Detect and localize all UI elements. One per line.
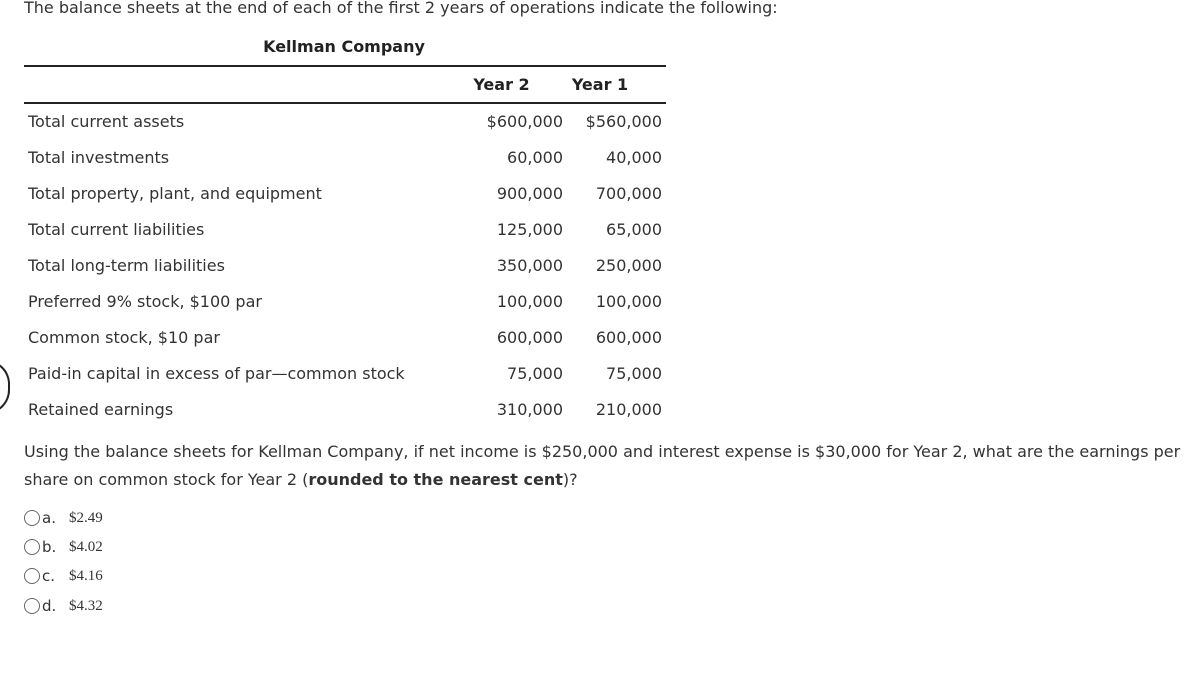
- choice-letter: d.: [42, 597, 57, 615]
- row-label: Common stock, $10 par: [28, 328, 220, 347]
- choice-text: $4.16: [69, 568, 103, 584]
- row-label: Total investments: [28, 148, 170, 167]
- year1-value: 250,000: [595, 256, 662, 275]
- row-label: Retained earnings: [28, 400, 174, 419]
- year2-value: 900,000: [496, 184, 563, 203]
- table-row: [0, 328, 700, 348]
- year1-value: 700,000: [595, 184, 662, 203]
- table-row: [0, 256, 700, 276]
- year1-value: 40,000: [606, 148, 662, 167]
- choice-text: $4.02: [69, 539, 103, 555]
- year1-value: 65,000: [606, 220, 662, 239]
- table-row: [0, 112, 700, 132]
- row-label: Paid-in capital in excess of par—common stock: [28, 364, 405, 383]
- table-row: [0, 364, 700, 384]
- table-top-rule: [24, 65, 666, 67]
- intro-text: The balance sheets at the end of each of the first 2 years of operations indicate the following:: [24, 0, 778, 17]
- radio-button[interactable]: [24, 510, 40, 526]
- row-label: Preferred 9% stock, $100 par: [28, 292, 262, 311]
- row-label: Total property, plant, and equipment: [28, 184, 322, 203]
- year2-value: 100,000: [496, 292, 563, 311]
- choice-letter: c.: [42, 567, 56, 585]
- year1-value: $560,000: [585, 112, 662, 131]
- company-title: Kellman Company: [263, 37, 425, 56]
- radio-button[interactable]: [24, 598, 40, 614]
- choice-text: $4.32: [69, 598, 103, 614]
- year2-value: $600,000: [486, 112, 563, 131]
- table-row: [0, 292, 700, 312]
- table-row: [0, 148, 700, 168]
- radio-button[interactable]: [24, 568, 40, 584]
- year1-value: 100,000: [595, 292, 662, 311]
- year2-value: 60,000: [507, 148, 563, 167]
- choice-letter: b.: [42, 538, 57, 556]
- year2-value: 310,000: [496, 400, 563, 419]
- year2-value: 125,000: [496, 220, 563, 239]
- year2-header: Year 2: [473, 75, 530, 94]
- row-label: Total long-term liabilities: [28, 256, 225, 275]
- choice-letter: a.: [42, 509, 56, 527]
- year1-value: 600,000: [595, 328, 662, 347]
- table-row: [0, 400, 700, 420]
- table-row: [0, 220, 700, 240]
- year1-header: Year 1: [571, 75, 629, 94]
- row-label: Total current liabilities: [28, 220, 205, 239]
- header-rule: [24, 102, 666, 104]
- row-label: Total current assets: [28, 112, 185, 131]
- question-text: [24, 438, 1184, 494]
- year2-value: 600,000: [496, 328, 563, 347]
- radio-button[interactable]: [24, 539, 40, 555]
- question-bold-phrase: rounded to the nearest cent: [308, 470, 563, 489]
- year2-value: 75,000: [507, 364, 563, 383]
- year1-value: 75,000: [606, 364, 662, 383]
- question-text-before: Using the balance sheets for Kellman Company, if net income is $250,000 and interest expense is $30,000 for Year 2, what are the earnings per share on common stock for Year 2 (: [24, 442, 1181, 489]
- question-text-after: )?: [562, 470, 578, 489]
- table-row: [0, 184, 700, 204]
- year1-value: 210,000: [595, 400, 662, 419]
- year2-value: 350,000: [496, 256, 563, 275]
- choice-text: $2.49: [69, 510, 103, 526]
